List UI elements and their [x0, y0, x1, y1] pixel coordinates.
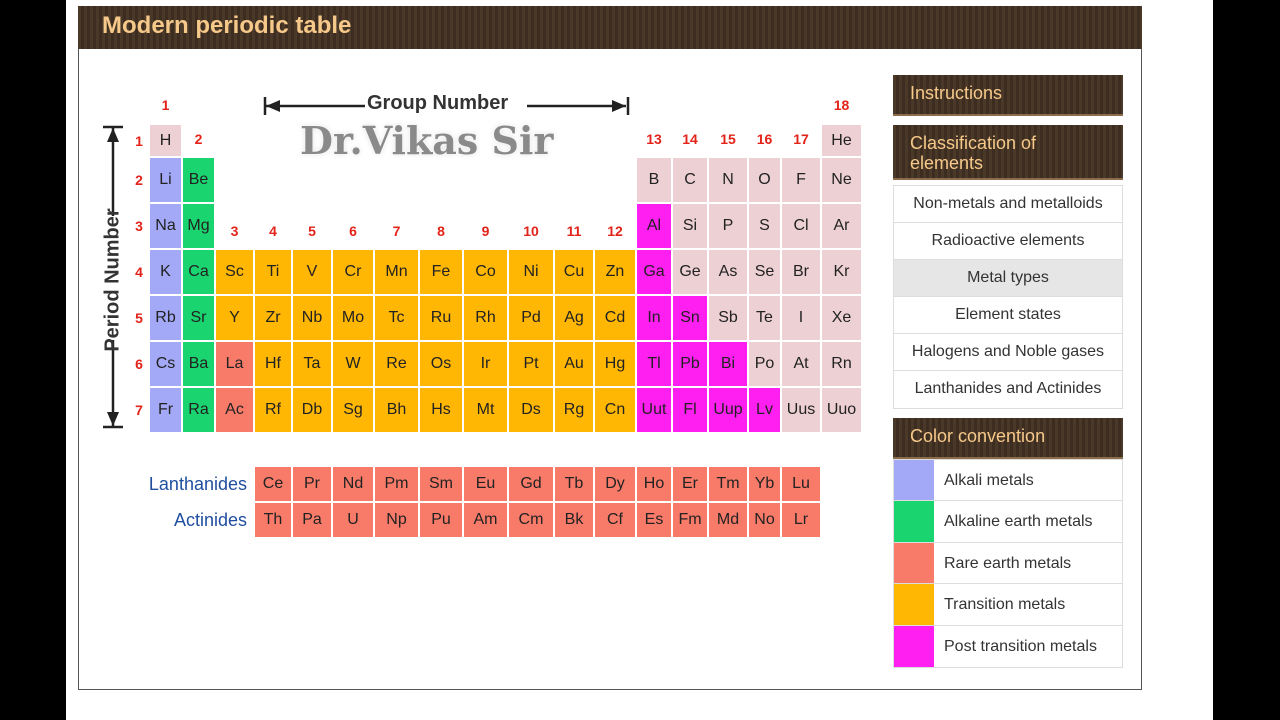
period-number: 2: [135, 172, 143, 188]
element-cell[interactable]: Kr: [821, 249, 862, 295]
actinide-cell[interactable]: Cf: [594, 502, 636, 538]
element-cell[interactable]: Ge: [672, 249, 708, 295]
element-cell[interactable]: Uup: [708, 387, 748, 433]
element-cell[interactable]: H: [149, 124, 182, 157]
classification-item[interactable]: Non-metals and metalloids: [894, 186, 1122, 223]
element-cell[interactable]: Uut: [636, 387, 672, 433]
group-number: 2: [194, 131, 203, 147]
classification-list: [893, 185, 1123, 409]
group-number: 13: [646, 131, 662, 147]
element-cell[interactable]: C: [672, 157, 708, 203]
element-cell[interactable]: Db: [292, 387, 332, 433]
element-cell[interactable]: Cn: [594, 387, 636, 433]
lanthanide-cell[interactable]: Sm: [419, 466, 463, 502]
actinide-cell[interactable]: Bk: [554, 502, 594, 538]
element-cell[interactable]: Ar: [821, 203, 862, 249]
lanthanide-cell[interactable]: Pr: [292, 466, 332, 502]
element-cell[interactable]: Na: [149, 203, 182, 249]
period-number: 5: [135, 310, 143, 326]
legend-swatch: [894, 626, 934, 667]
element-cell[interactable]: Pb: [672, 341, 708, 387]
legend-swatch: [894, 501, 934, 541]
element-cell[interactable]: As: [708, 249, 748, 295]
element-cell[interactable]: Ir: [463, 341, 508, 387]
classification-item[interactable]: Lanthanides and Actinides: [914, 380, 1102, 397]
lanthanide-cell[interactable]: Ho: [636, 466, 672, 502]
group-number: 12: [607, 223, 623, 239]
period-number: 7: [135, 402, 143, 418]
instructions-button[interactable]: Instructions: [893, 75, 1123, 116]
element-cell[interactable]: La: [215, 341, 254, 387]
element-cell[interactable]: Sb: [708, 295, 748, 341]
element-cell[interactable]: W: [332, 341, 374, 387]
group-number: 7: [392, 223, 401, 239]
element-cell[interactable]: Cr: [332, 249, 374, 295]
lanthanide-cell[interactable]: Dy: [594, 466, 636, 502]
element-cell[interactable]: Ga: [636, 249, 672, 295]
element-cell[interactable]: Pd: [508, 295, 554, 341]
element-cell[interactable]: Y: [215, 295, 254, 341]
group-number: 9: [481, 223, 490, 239]
element-cell[interactable]: Pt: [508, 341, 554, 387]
left-black-border: [0, 0, 66, 720]
element-cell[interactable]: Ac: [215, 387, 254, 433]
group-number: 8: [437, 223, 445, 239]
legend-swatch: [894, 460, 934, 500]
group-number: 5: [308, 223, 316, 239]
lanthanide-cell[interactable]: Tb: [554, 466, 594, 502]
element-cell[interactable]: Cd: [594, 295, 636, 341]
element-cell[interactable]: Hg: [594, 341, 636, 387]
element-cell[interactable]: S: [748, 203, 781, 249]
element-cell[interactable]: N: [708, 157, 748, 203]
period-number: 1: [135, 132, 143, 149]
element-cell[interactable]: B: [636, 157, 672, 203]
element-cell[interactable]: Ne: [821, 157, 862, 203]
element-cell[interactable]: Rb: [149, 295, 182, 341]
period-number-label: Period Number: [101, 208, 124, 352]
element-cell[interactable]: Ru: [419, 295, 463, 341]
lanthanide-cell[interactable]: Lu: [781, 466, 821, 502]
group-number: 16: [756, 131, 773, 147]
element-cell[interactable]: Fe: [419, 249, 463, 295]
page-title: Modern periodic table: [102, 12, 352, 39]
element-cell[interactable]: Rf: [254, 387, 292, 433]
element-cell[interactable]: Sn: [672, 295, 708, 341]
element-cell[interactable]: F: [781, 157, 821, 203]
element-cell[interactable]: Mn: [374, 249, 419, 295]
lanthanides-label: Lanthanides: [148, 474, 247, 494]
element-cell[interactable]: Hs: [419, 387, 463, 433]
element-cell[interactable]: Al: [636, 203, 672, 249]
classification-item[interactable]: Element states: [894, 297, 1122, 334]
group-number: 3: [230, 223, 239, 239]
legend-row: [894, 501, 1122, 542]
group-number: 18: [833, 97, 850, 113]
classification-item[interactable]: Metal types: [894, 260, 1122, 297]
legend-label: Rare earth metals: [944, 554, 1072, 572]
element-cell[interactable]: Rh: [463, 295, 508, 341]
legend-swatch: [894, 584, 934, 624]
group-number-label: Group Number: [367, 92, 509, 114]
element-cell[interactable]: Nb: [292, 295, 332, 341]
element-cell[interactable]: Te: [748, 295, 781, 341]
actinides-label: Actinides: [173, 510, 247, 530]
element-cell[interactable]: Ta: [292, 341, 332, 387]
element-cell[interactable]: At: [781, 341, 821, 387]
element-cell[interactable]: P: [708, 203, 748, 249]
element-cell[interactable]: Rn: [821, 341, 862, 387]
lanthanide-cell[interactable]: Nd: [332, 466, 374, 502]
element-cell[interactable]: Os: [419, 341, 463, 387]
element-cell[interactable]: Rg: [554, 387, 594, 433]
element-cell[interactable]: Zr: [254, 295, 292, 341]
element-cell[interactable]: Ba: [182, 341, 215, 387]
element-cell[interactable]: Uuo: [821, 387, 862, 433]
element-cell[interactable]: K: [149, 249, 182, 295]
color-legend: [893, 459, 1123, 668]
actinide-cell[interactable]: Np: [374, 502, 419, 538]
group-number: 6: [349, 223, 357, 239]
element-cell[interactable]: Ti: [254, 249, 292, 295]
element-cell[interactable]: Bh: [374, 387, 419, 433]
element-cell[interactable]: Tc: [374, 295, 419, 341]
period-number: 3: [135, 218, 143, 234]
element-cell[interactable]: Ds: [508, 387, 554, 433]
legend-swatch: [894, 543, 934, 583]
actinide-cell[interactable]: Pu: [419, 502, 463, 538]
actinide-cell[interactable]: Th: [254, 502, 292, 538]
element-cell[interactable]: Br: [781, 249, 821, 295]
element-cell[interactable]: Mo: [332, 295, 374, 341]
lanthanide-cell[interactable]: Eu: [463, 466, 508, 502]
legend-row: [894, 543, 1122, 584]
period-number: 4: [135, 264, 143, 280]
element-cell[interactable]: Po: [748, 341, 781, 387]
group-number: 10: [523, 223, 539, 239]
group-number: 4: [269, 223, 277, 239]
element-cell[interactable]: Au: [554, 341, 594, 387]
element-cell[interactable]: Lv: [748, 387, 781, 433]
element-cell[interactable]: He: [821, 124, 862, 157]
lanthanide-cell[interactable]: Ce: [254, 466, 292, 502]
element-cell[interactable]: Ca: [182, 249, 215, 295]
lanthanide-cell[interactable]: Pm: [374, 466, 419, 502]
group-number: 15: [720, 131, 736, 147]
lanthanide-cell[interactable]: Tm: [708, 466, 748, 502]
element-cell[interactable]: Re: [374, 341, 419, 387]
group-number: 1: [161, 97, 170, 113]
element-cell[interactable]: Fl: [672, 387, 708, 433]
color-convention-header: Color convention: [893, 418, 1123, 459]
element-cell[interactable]: Hf: [254, 341, 292, 387]
group-number: 11: [566, 223, 582, 239]
legend-label: Alkali metals: [944, 472, 1034, 489]
element-cell[interactable]: Se: [748, 249, 781, 295]
element-cell[interactable]: Co: [463, 249, 508, 295]
element-cell[interactable]: Sr: [182, 295, 215, 341]
element-cell[interactable]: Bi: [708, 341, 748, 387]
element-cell[interactable]: Cs: [149, 341, 182, 387]
element-cell[interactable]: Zn: [594, 249, 636, 295]
lanthanide-cell[interactable]: Er: [672, 466, 708, 502]
group-number: 14: [682, 131, 698, 147]
element-cell[interactable]: Sc: [215, 249, 254, 295]
right-black-border: [1213, 0, 1280, 720]
element-cell[interactable]: Xe: [821, 295, 862, 341]
watermark-text: Dr.Vikas Sir: [300, 118, 554, 163]
element-cell[interactable]: In: [636, 295, 672, 341]
element-cell[interactable]: Li: [149, 157, 182, 203]
legend-label: Alkaline earth metals: [944, 513, 1093, 531]
element-cell[interactable]: Ag: [554, 295, 594, 341]
actinide-cell[interactable]: U: [332, 502, 374, 538]
lanthanide-cell[interactable]: Yb: [748, 466, 781, 502]
element-cell[interactable]: Mt: [463, 387, 508, 433]
legend-label: Transition metals: [944, 596, 1066, 614]
element-cell[interactable]: Cl: [781, 203, 821, 249]
element-cell[interactable]: V: [292, 249, 332, 295]
actinide-cell[interactable]: Es: [636, 502, 672, 538]
legend-row: [894, 584, 1122, 625]
actinide-cell[interactable]: Pa: [292, 502, 332, 538]
element-cell[interactable]: Sg: [332, 387, 374, 433]
actinide-cell[interactable]: Fm: [672, 502, 708, 538]
element-cell[interactable]: Cu: [554, 249, 594, 295]
element-cell[interactable]: Si: [672, 203, 708, 249]
legend-row: [894, 460, 1122, 501]
period-number: 6: [135, 356, 143, 372]
element-cell[interactable]: Fr: [149, 387, 182, 433]
lanthanide-cell[interactable]: Gd: [508, 466, 554, 502]
element-cell[interactable]: Ra: [182, 387, 215, 433]
actinide-cell[interactable]: Lr: [781, 502, 821, 538]
title-bar: [78, 6, 1142, 49]
element-cell[interactable]: O: [748, 157, 781, 203]
classification-item[interactable]: Halogens and Noble gases: [894, 334, 1122, 371]
element-cell[interactable]: Tl: [636, 341, 672, 387]
actinide-cell[interactable]: Am: [463, 502, 508, 538]
classification-header[interactable]: Classification of elements: [893, 125, 1123, 180]
actinide-cell[interactable]: No: [748, 502, 781, 538]
actinide-cell[interactable]: Md: [708, 502, 748, 538]
group-number: 17: [793, 131, 809, 147]
legend-row: [894, 626, 1122, 667]
actinide-cell[interactable]: Cm: [508, 502, 554, 538]
element-cell[interactable]: Mg: [182, 203, 215, 249]
classification-item[interactable]: Radioactive elements: [894, 223, 1122, 260]
element-cell[interactable]: I: [781, 295, 821, 341]
element-cell[interactable]: Ni: [508, 249, 554, 295]
legend-label: Post transition metals: [944, 637, 1097, 655]
element-cell[interactable]: Be: [182, 157, 215, 203]
element-cell[interactable]: Uus: [781, 387, 821, 433]
